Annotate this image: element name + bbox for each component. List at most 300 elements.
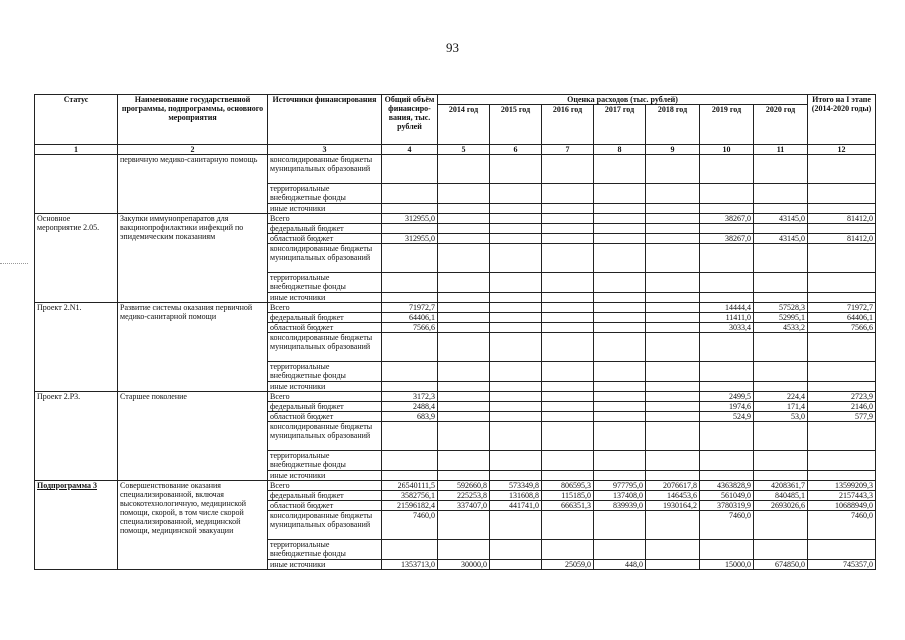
- year-value-cell: [594, 511, 646, 540]
- total-cell: [382, 273, 438, 293]
- year-value-cell: [700, 471, 754, 481]
- year-value-cell: [594, 471, 646, 481]
- year-value-cell: [594, 382, 646, 392]
- year-value-cell: [438, 224, 490, 234]
- year-value-cell: [646, 511, 700, 540]
- year-value-cell: [754, 204, 808, 214]
- total-cell: 312955,0: [382, 234, 438, 244]
- table-row: [35, 214, 876, 224]
- itogo-cell: 2723,9: [808, 392, 876, 402]
- year-value-cell: [646, 244, 700, 273]
- itogo-cell: 745357,0: [808, 560, 876, 570]
- source-cell: областной бюджет: [268, 412, 382, 422]
- year-value-cell: 52995,1: [754, 313, 808, 323]
- year-value-cell: 43145,0: [754, 214, 808, 224]
- total-cell: 7460,0: [382, 511, 438, 540]
- itogo-cell: 577,9: [808, 412, 876, 422]
- year-value-cell: [438, 382, 490, 392]
- year-value-cell: 25059,0: [542, 560, 594, 570]
- year-value-cell: 2076617,8: [646, 481, 700, 491]
- header-year: 2019 год: [700, 105, 754, 145]
- year-value-cell: [490, 323, 542, 333]
- year-value-cell: [594, 422, 646, 451]
- itogo-cell: 2157443,3: [808, 491, 876, 501]
- column-number: 12: [808, 145, 876, 155]
- table-row: [35, 392, 876, 402]
- itogo-cell: 13599209,3: [808, 481, 876, 491]
- year-value-cell: [542, 184, 594, 204]
- year-value-cell: 115185,0: [542, 491, 594, 501]
- column-number: 9: [646, 145, 700, 155]
- year-value-cell: [754, 511, 808, 540]
- row-name: Развитие системы оказания первичной медико-санитарной помощи: [118, 303, 268, 392]
- year-value-cell: [594, 333, 646, 362]
- year-value-cell: [438, 402, 490, 412]
- header-estimate: Оценка расходов (тыс. рублей): [438, 95, 808, 105]
- itogo-cell: [808, 540, 876, 560]
- itogo-cell: 81412,0: [808, 214, 876, 224]
- column-number-row: [35, 145, 876, 155]
- year-value-cell: [542, 155, 594, 184]
- year-value-cell: 7460,0: [700, 511, 754, 540]
- total-cell: 7566,6: [382, 323, 438, 333]
- total-cell: 683,9: [382, 412, 438, 422]
- year-value-cell: [542, 402, 594, 412]
- source-cell: иные источники: [268, 204, 382, 214]
- year-value-cell: 840485,1: [754, 491, 808, 501]
- total-cell: 2488,4: [382, 402, 438, 412]
- row-status: Проект 2.N1.: [35, 303, 118, 392]
- year-value-cell: [542, 323, 594, 333]
- year-value-cell: [754, 540, 808, 560]
- year-value-cell: 674850,0: [754, 560, 808, 570]
- year-value-cell: [490, 244, 542, 273]
- header-year: 2020 год: [754, 105, 808, 145]
- year-value-cell: [438, 303, 490, 313]
- total-cell: 26540111,5: [382, 481, 438, 491]
- year-value-cell: [542, 273, 594, 293]
- source-cell: территориальные внебюджетные фонды: [268, 273, 382, 293]
- total-cell: [382, 422, 438, 451]
- year-value-cell: 524,9: [700, 412, 754, 422]
- row-status: [35, 155, 118, 214]
- year-value-cell: [438, 422, 490, 451]
- header-year: 2015 год: [490, 105, 542, 145]
- source-cell: иные источники: [268, 382, 382, 392]
- margin-rule: [0, 263, 28, 264]
- year-value-cell: [700, 382, 754, 392]
- year-value-cell: 2499,5: [700, 392, 754, 402]
- year-value-cell: [754, 293, 808, 303]
- header-year: 2016 год: [542, 105, 594, 145]
- source-cell: федеральный бюджет: [268, 313, 382, 323]
- year-value-cell: 146453,6: [646, 491, 700, 501]
- year-value-cell: 53,0: [754, 412, 808, 422]
- year-value-cell: 14444,4: [700, 303, 754, 313]
- year-value-cell: [646, 422, 700, 451]
- year-value-cell: [594, 293, 646, 303]
- year-value-cell: [700, 451, 754, 471]
- column-number: 3: [268, 145, 382, 155]
- year-value-cell: [438, 511, 490, 540]
- year-value-cell: [646, 204, 700, 214]
- year-value-cell: [438, 540, 490, 560]
- row-status: Подпрограмма 3: [35, 481, 118, 570]
- year-value-cell: [438, 451, 490, 471]
- year-value-cell: [542, 412, 594, 422]
- year-value-cell: [490, 273, 542, 293]
- year-value-cell: 3780319,9: [700, 501, 754, 511]
- year-value-cell: [542, 451, 594, 471]
- year-value-cell: 2693026,6: [754, 501, 808, 511]
- year-value-cell: [438, 184, 490, 204]
- source-cell: областной бюджет: [268, 234, 382, 244]
- year-value-cell: [594, 234, 646, 244]
- year-value-cell: [646, 224, 700, 234]
- year-value-cell: [542, 234, 594, 244]
- year-value-cell: 4208361,7: [754, 481, 808, 491]
- itogo-cell: [808, 204, 876, 214]
- year-value-cell: [594, 313, 646, 323]
- year-value-cell: [754, 155, 808, 184]
- year-value-cell: [594, 540, 646, 560]
- source-cell: консолидированные бюджеты муниципальных образований: [268, 155, 382, 184]
- table-row: [35, 481, 876, 491]
- source-cell: Всего: [268, 303, 382, 313]
- year-value-cell: [646, 540, 700, 560]
- year-value-cell: [490, 511, 542, 540]
- itogo-cell: [808, 471, 876, 481]
- column-number: 5: [438, 145, 490, 155]
- total-cell: [382, 451, 438, 471]
- total-cell: 312955,0: [382, 214, 438, 224]
- page-number: 93: [446, 40, 459, 55]
- itogo-cell: [808, 224, 876, 234]
- year-value-cell: [646, 412, 700, 422]
- total-cell: 21596182,4: [382, 501, 438, 511]
- header-sources: Источники финансирования: [268, 95, 382, 145]
- itogo-cell: 64406,1: [808, 313, 876, 323]
- header-year: 2018 год: [646, 105, 700, 145]
- header-total: Общий объём финансиро-вания, тыс. рублей: [382, 95, 438, 145]
- year-value-cell: 131608,8: [490, 491, 542, 501]
- source-cell: федеральный бюджет: [268, 491, 382, 501]
- year-value-cell: [646, 392, 700, 402]
- year-value-cell: [438, 155, 490, 184]
- year-value-cell: [438, 214, 490, 224]
- year-value-cell: [542, 214, 594, 224]
- year-value-cell: [646, 333, 700, 362]
- itogo-cell: [808, 451, 876, 471]
- year-value-cell: [700, 184, 754, 204]
- year-value-cell: [438, 412, 490, 422]
- year-value-cell: 11411,0: [700, 313, 754, 323]
- year-value-cell: [594, 244, 646, 273]
- source-cell: территориальные внебюджетные фонды: [268, 184, 382, 204]
- year-value-cell: 441741,0: [490, 501, 542, 511]
- total-cell: [382, 244, 438, 273]
- year-value-cell: [754, 451, 808, 471]
- year-value-cell: [646, 303, 700, 313]
- itogo-cell: [808, 273, 876, 293]
- year-value-cell: [700, 204, 754, 214]
- year-value-cell: [754, 244, 808, 273]
- year-value-cell: [700, 155, 754, 184]
- itogo-cell: [808, 362, 876, 382]
- column-number: 11: [754, 145, 808, 155]
- source-cell: консолидированные бюджеты муниципальных образований: [268, 244, 382, 273]
- year-value-cell: 57528,3: [754, 303, 808, 313]
- year-value-cell: [594, 204, 646, 214]
- source-cell: иные источники: [268, 293, 382, 303]
- itogo-cell: 7460,0: [808, 511, 876, 540]
- source-cell: областной бюджет: [268, 323, 382, 333]
- year-value-cell: [490, 293, 542, 303]
- year-value-cell: [438, 392, 490, 402]
- year-value-cell: 1974,6: [700, 402, 754, 412]
- year-value-cell: [646, 313, 700, 323]
- year-value-cell: [594, 273, 646, 293]
- year-value-cell: [490, 313, 542, 323]
- year-value-cell: [438, 273, 490, 293]
- year-value-cell: [594, 224, 646, 234]
- source-cell: консолидированные бюджеты муниципальных образований: [268, 511, 382, 540]
- year-value-cell: 337407,0: [438, 501, 490, 511]
- source-cell: областной бюджет: [268, 501, 382, 511]
- total-cell: [382, 362, 438, 382]
- source-cell: Всего: [268, 214, 382, 224]
- year-value-cell: [438, 234, 490, 244]
- year-value-cell: [594, 214, 646, 224]
- year-value-cell: [542, 392, 594, 402]
- total-cell: [382, 382, 438, 392]
- source-cell: территориальные внебюджетные фонды: [268, 540, 382, 560]
- total-cell: 3172,3: [382, 392, 438, 402]
- total-cell: [382, 184, 438, 204]
- source-cell: иные источники: [268, 471, 382, 481]
- year-value-cell: [700, 224, 754, 234]
- source-cell: Всего: [268, 392, 382, 402]
- header-itogo: Итого на I этапе (2014-2020 годы): [808, 95, 876, 145]
- table-row: [35, 303, 876, 313]
- header-year: 2017 год: [594, 105, 646, 145]
- row-name: Совершенствование оказания специализированной, включая высокотехнологичную, медицинской помощи, скорой, в том числе скорой специализированной, медицинской помощи, медицинской эвакуации: [118, 481, 268, 570]
- year-value-cell: [594, 412, 646, 422]
- year-value-cell: [646, 184, 700, 204]
- year-value-cell: [490, 303, 542, 313]
- year-value-cell: [754, 382, 808, 392]
- year-value-cell: [542, 422, 594, 451]
- year-value-cell: 806595,3: [542, 481, 594, 491]
- year-value-cell: [438, 362, 490, 382]
- year-value-cell: [542, 244, 594, 273]
- row-status: Основное мероприятие 2.05.: [35, 214, 118, 303]
- year-value-cell: [490, 333, 542, 362]
- year-value-cell: [646, 234, 700, 244]
- column-number: 2: [118, 145, 268, 155]
- year-value-cell: [542, 313, 594, 323]
- year-value-cell: [646, 471, 700, 481]
- year-value-cell: [490, 155, 542, 184]
- year-value-cell: [700, 273, 754, 293]
- year-value-cell: [754, 333, 808, 362]
- itogo-cell: [808, 155, 876, 184]
- year-value-cell: [542, 333, 594, 362]
- year-value-cell: [700, 333, 754, 362]
- year-value-cell: [754, 471, 808, 481]
- year-value-cell: [646, 451, 700, 471]
- year-value-cell: 561049,0: [700, 491, 754, 501]
- year-value-cell: 43145,0: [754, 234, 808, 244]
- total-cell: [382, 224, 438, 234]
- year-value-cell: [438, 244, 490, 273]
- year-value-cell: [490, 422, 542, 451]
- year-value-cell: [542, 204, 594, 214]
- year-value-cell: [490, 402, 542, 412]
- year-value-cell: 977795,0: [594, 481, 646, 491]
- year-value-cell: 573349,8: [490, 481, 542, 491]
- column-number: 1: [35, 145, 118, 155]
- total-cell: [382, 204, 438, 214]
- year-value-cell: [490, 451, 542, 471]
- table-row: [35, 155, 876, 184]
- year-value-cell: [490, 234, 542, 244]
- year-value-cell: [754, 224, 808, 234]
- header-year: 2014 год: [438, 105, 490, 145]
- year-value-cell: [594, 303, 646, 313]
- row-name: Старшее поколение: [118, 392, 268, 481]
- year-value-cell: [646, 362, 700, 382]
- year-value-cell: [490, 184, 542, 204]
- year-value-cell: [594, 451, 646, 471]
- year-value-cell: 592660,8: [438, 481, 490, 491]
- row-name: Закупки иммунопрепаратов для вакцинопрофилактики инфекций по эпидемическим показаниям: [118, 214, 268, 303]
- year-value-cell: [594, 362, 646, 382]
- total-cell: 3582756,1: [382, 491, 438, 501]
- itogo-cell: 2146,0: [808, 402, 876, 412]
- year-value-cell: [542, 303, 594, 313]
- year-value-cell: [490, 392, 542, 402]
- year-value-cell: [754, 422, 808, 451]
- year-value-cell: [700, 293, 754, 303]
- itogo-cell: [808, 422, 876, 451]
- year-value-cell: [700, 540, 754, 560]
- year-value-cell: [646, 560, 700, 570]
- year-value-cell: [594, 402, 646, 412]
- year-value-cell: 448,0: [594, 560, 646, 570]
- year-value-cell: [646, 402, 700, 412]
- year-value-cell: 38267,0: [700, 214, 754, 224]
- year-value-cell: [646, 293, 700, 303]
- source-cell: консолидированные бюджеты муниципальных образований: [268, 333, 382, 362]
- itogo-cell: 81412,0: [808, 234, 876, 244]
- budget-table: [34, 94, 876, 570]
- year-value-cell: [646, 214, 700, 224]
- itogo-cell: [808, 333, 876, 362]
- year-value-cell: [438, 323, 490, 333]
- year-value-cell: 224,4: [754, 392, 808, 402]
- total-cell: [382, 155, 438, 184]
- source-cell: иные источники: [268, 560, 382, 570]
- year-value-cell: [594, 184, 646, 204]
- year-value-cell: [490, 204, 542, 214]
- year-value-cell: [542, 382, 594, 392]
- itogo-cell: [808, 184, 876, 204]
- year-value-cell: [646, 382, 700, 392]
- year-value-cell: [438, 313, 490, 323]
- itogo-cell: [808, 382, 876, 392]
- year-value-cell: [542, 224, 594, 234]
- year-value-cell: 1930164,2: [646, 501, 700, 511]
- total-cell: [382, 540, 438, 560]
- year-value-cell: [646, 323, 700, 333]
- year-value-cell: [754, 184, 808, 204]
- year-value-cell: 225253,8: [438, 491, 490, 501]
- total-cell: 1353713,0: [382, 560, 438, 570]
- year-value-cell: 38267,0: [700, 234, 754, 244]
- column-number: 6: [490, 145, 542, 155]
- year-value-cell: 137408,0: [594, 491, 646, 501]
- total-cell: 71972,7: [382, 303, 438, 313]
- year-value-cell: [490, 540, 542, 560]
- column-number: 4: [382, 145, 438, 155]
- itogo-cell: [808, 293, 876, 303]
- year-value-cell: [490, 471, 542, 481]
- year-value-cell: [754, 362, 808, 382]
- itogo-cell: [808, 244, 876, 273]
- year-value-cell: [542, 293, 594, 303]
- row-name: первичную медико-санитарную помощь: [118, 155, 268, 214]
- year-value-cell: [490, 412, 542, 422]
- year-value-cell: 839939,0: [594, 501, 646, 511]
- year-value-cell: [438, 333, 490, 362]
- year-value-cell: [490, 362, 542, 382]
- header-name: Наименование государственной программы, подпрограммы, основного мероприятия: [118, 95, 268, 145]
- year-value-cell: 15000,0: [700, 560, 754, 570]
- itogo-cell: 71972,7: [808, 303, 876, 313]
- year-value-cell: 4363828,9: [700, 481, 754, 491]
- year-value-cell: [700, 362, 754, 382]
- column-number: 8: [594, 145, 646, 155]
- total-cell: 64406,1: [382, 313, 438, 323]
- year-value-cell: [542, 471, 594, 481]
- header-status: Статус: [35, 95, 118, 145]
- total-cell: [382, 471, 438, 481]
- year-value-cell: 171,4: [754, 402, 808, 412]
- year-value-cell: [646, 155, 700, 184]
- year-value-cell: [490, 224, 542, 234]
- source-cell: федеральный бюджет: [268, 224, 382, 234]
- year-value-cell: [542, 511, 594, 540]
- source-cell: территориальные внебюджетные фонды: [268, 451, 382, 471]
- column-number: 7: [542, 145, 594, 155]
- total-cell: [382, 333, 438, 362]
- source-cell: консолидированные бюджеты муниципальных образований: [268, 422, 382, 451]
- year-value-cell: [438, 471, 490, 481]
- itogo-cell: 7566,6: [808, 323, 876, 333]
- source-cell: территориальные внебюджетные фонды: [268, 362, 382, 382]
- year-value-cell: 4533,2: [754, 323, 808, 333]
- year-value-cell: [542, 540, 594, 560]
- total-cell: [382, 293, 438, 303]
- year-value-cell: [646, 273, 700, 293]
- year-value-cell: 30000,0: [438, 560, 490, 570]
- year-value-cell: [438, 293, 490, 303]
- year-value-cell: [490, 214, 542, 224]
- row-status: Проект 2.P3.: [35, 392, 118, 481]
- year-value-cell: [490, 382, 542, 392]
- year-value-cell: 3033,4: [700, 323, 754, 333]
